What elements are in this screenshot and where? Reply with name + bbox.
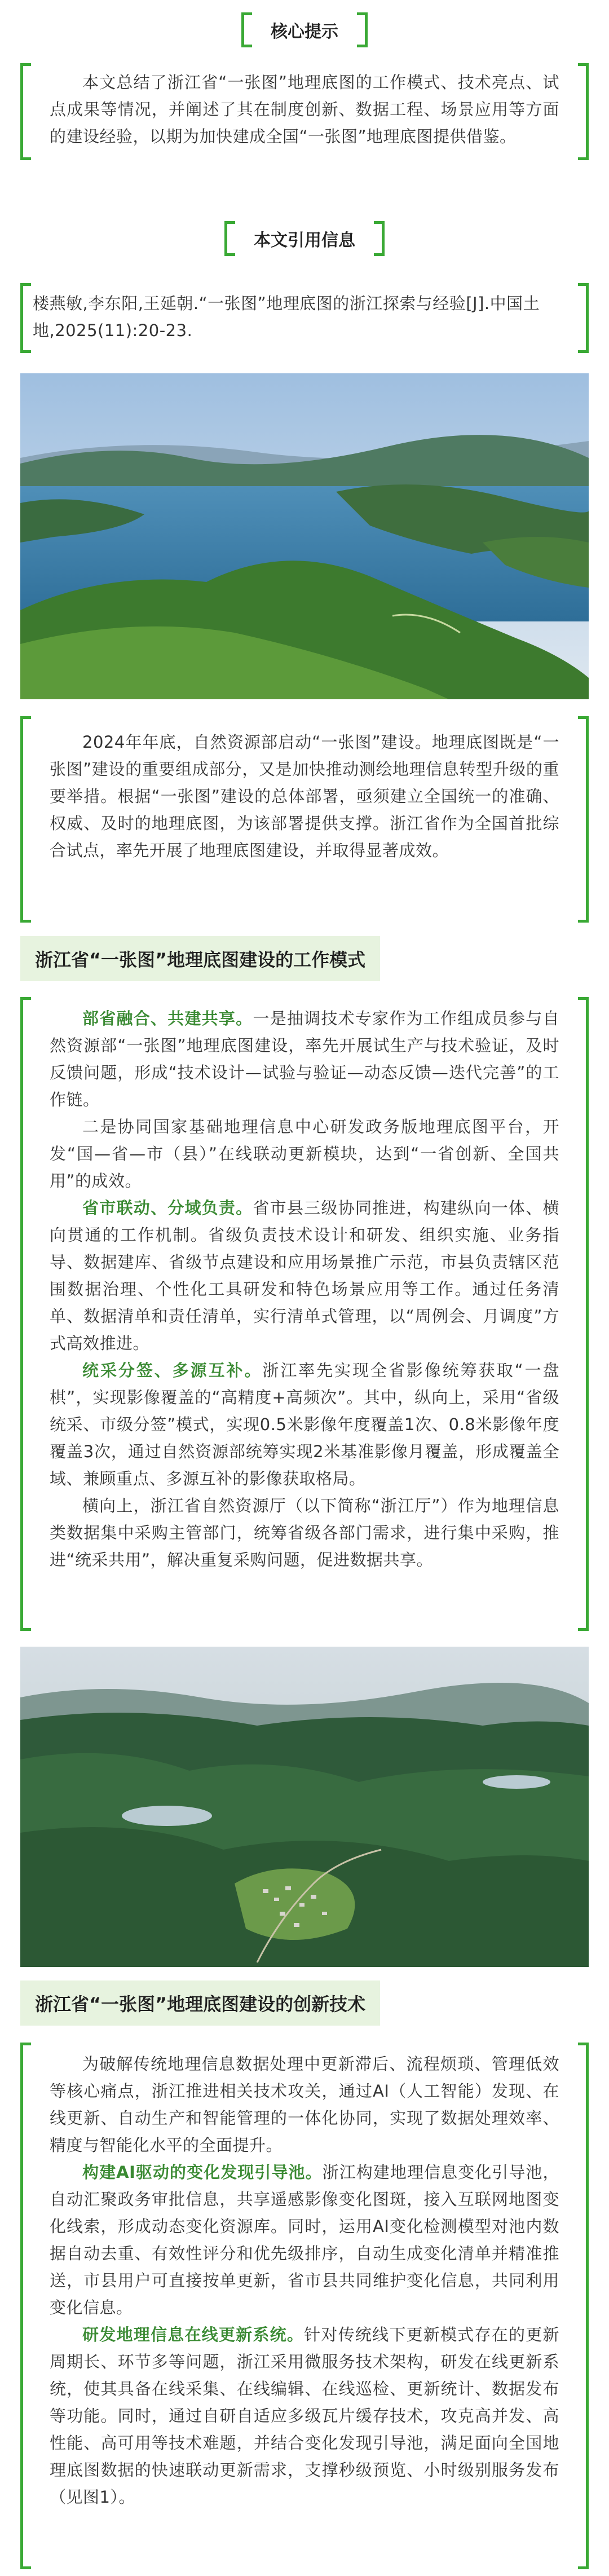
aerial-village-photo	[20, 1647, 589, 1967]
intro-text: 2024年年底，自然资源部启动“一张图”建设。地理底图既是“一张图”建设的重要组成部分，又是加快推动测绘地理信息转型升级的重要举措。根据“一张图”建设的总体部署，亟须建立全国统一的准确、权威、及时的地理底图，为该部署提供支撑。浙江省作为全国首批综合试点，率先开展了地理底图建设，并取得显著成效。	[50, 733, 559, 860]
citation-box	[20, 283, 589, 353]
work-mode-para-2: 二是协同国家基础地理信息中心研发政务版地理底图平台，开发“国—省—市（县）”在线联动更新模块，达到“一省创新、全国共用”的成效。	[50, 1117, 559, 1190]
highlight-joint-build: 部省融合、共建共享。	[82, 1009, 253, 1028]
highlight-province-city: 省市联动、分域负责。	[82, 1198, 253, 1218]
highlight-ai-pool: 构建AI驱动的变化发现引导池。	[82, 2163, 323, 2182]
highlight-online-update: 研发地理信息在线更新系统。	[82, 2325, 304, 2344]
work-mode-para-3: 省市联动、分域负责。省市县三级协同推进，构建纵向一体、横向贯通的工作机制。省级负责技术设计和研发、组织实施、业务指导、数据建库、省级节点建设和应用场景推广示范，市县负责辖区范围数据治理、个性化工具研发和特色场景应用等工作。通过任务清单、数据清单和责任清单，实行清单式管理，以“周例会、月调度”方式高效推进。	[50, 1198, 559, 1353]
core-tip-box	[20, 63, 589, 160]
section-innovation-header: 浙江省“一张图”地理底图建设的创新技术	[20, 1980, 380, 2026]
work-mode-para-1: 部省融合、共建共享。一是抽调技术专家作为工作组成员参与自然资源部“一张图”地理底图建设，率先开展试生产与技术验证，及时反馈问题，形成“技术设计—试验与验证—动态反馈—迭代完善”的工作链。	[50, 1009, 559, 1109]
innovation-box	[20, 2043, 589, 2569]
section-work-mode-header: 浙江省“一张图”地理底图建设的工作模式	[20, 936, 380, 981]
lake-landscape-photo	[20, 373, 589, 699]
work-mode-para-5: 横向上，浙江省自然资源厅（以下简称“浙江厅”）作为地理信息类数据集中采购主管部门，统筹省级各部门需求，进行集中采购，推进“统采共用”，解决重复采购问题，促进数据共享。	[50, 1496, 559, 1569]
highlight-unified-procurement: 统采分签、多源互补。	[82, 1361, 263, 1380]
innovation-para-1: 为破解传统地理信息数据处理中更新滞后、流程烦琐、管理低效等核心痛点，浙江推进相关技术攻关，通过AI（人工智能）发现、在线更新、自动生产和智能管理的一体化协同，实现了数据处理效率、精度与智能化水平的全面提升。	[50, 2054, 559, 2155]
core-tip-title: 核心提示	[241, 12, 368, 47]
work-mode-para-4: 统采分签、多源互补。浙江率先实现全省影像统筹获取“一盘棋”，实现影像覆盖的“高精度+高频次”。其中，纵向上，采用“省级统采、市级分签”模式，实现0.5米影像年度覆盖1次、0.8米影像年度覆盖3次，通过自然资源部统筹实现2米基准影像月覆盖，形成覆盖全域、兼顾重点、多源互补的影像获取格局。	[50, 1361, 559, 1488]
citation-title: 本文引用信息	[224, 221, 385, 256]
intro-box	[20, 716, 589, 923]
innovation-para-2: 构建AI驱动的变化发现引导池。浙江构建地理信息变化引导池，自动汇聚政务审批信息，共享遥感影像变化图斑，接入互联网地图变化线索，形成动态变化资源库。同时，运用AI变化检测模型对池内数据自动去重、有效性评分和优先级排序，自动生成变化清单并精准推送，市县用户可直接按单更新，省市县共同维护变化信息，共同利用变化信息。	[50, 2163, 559, 2317]
citation-text: 楼燕敏,李东阳,王延朝.“一张图”地理底图的浙江探索与经验[J].中国土地,2025(11):20-23.	[33, 294, 540, 340]
innovation-para-3: 研发地理信息在线更新系统。针对传统线下更新模式存在的更新周期长、环节多等问题，浙江采用微服务技术架构，研发在线更新系统，使其具备在线采集、在线编辑、在线巡检、更新统计、数据发布等功能。同时，通过自研自适应多级瓦片缓存技术，攻克高并发、高性能、高可用等技术难题，并结合变化发现引导池，满足面向全国地理底图数据的快速联动更新需求，支撑秒级预览、小时级别服务发布（见图1）。	[50, 2325, 559, 2507]
work-mode-box	[20, 997, 589, 1631]
core-tip-text: 本文总结了浙江省“一张图”地理底图的工作模式、技术亮点、试点成果等情况，并阐述了其在制度创新、数据工程、场景应用等方面的建设经验，以期为加快建成全国“一张图”地理底图提供借鉴。	[50, 73, 559, 146]
